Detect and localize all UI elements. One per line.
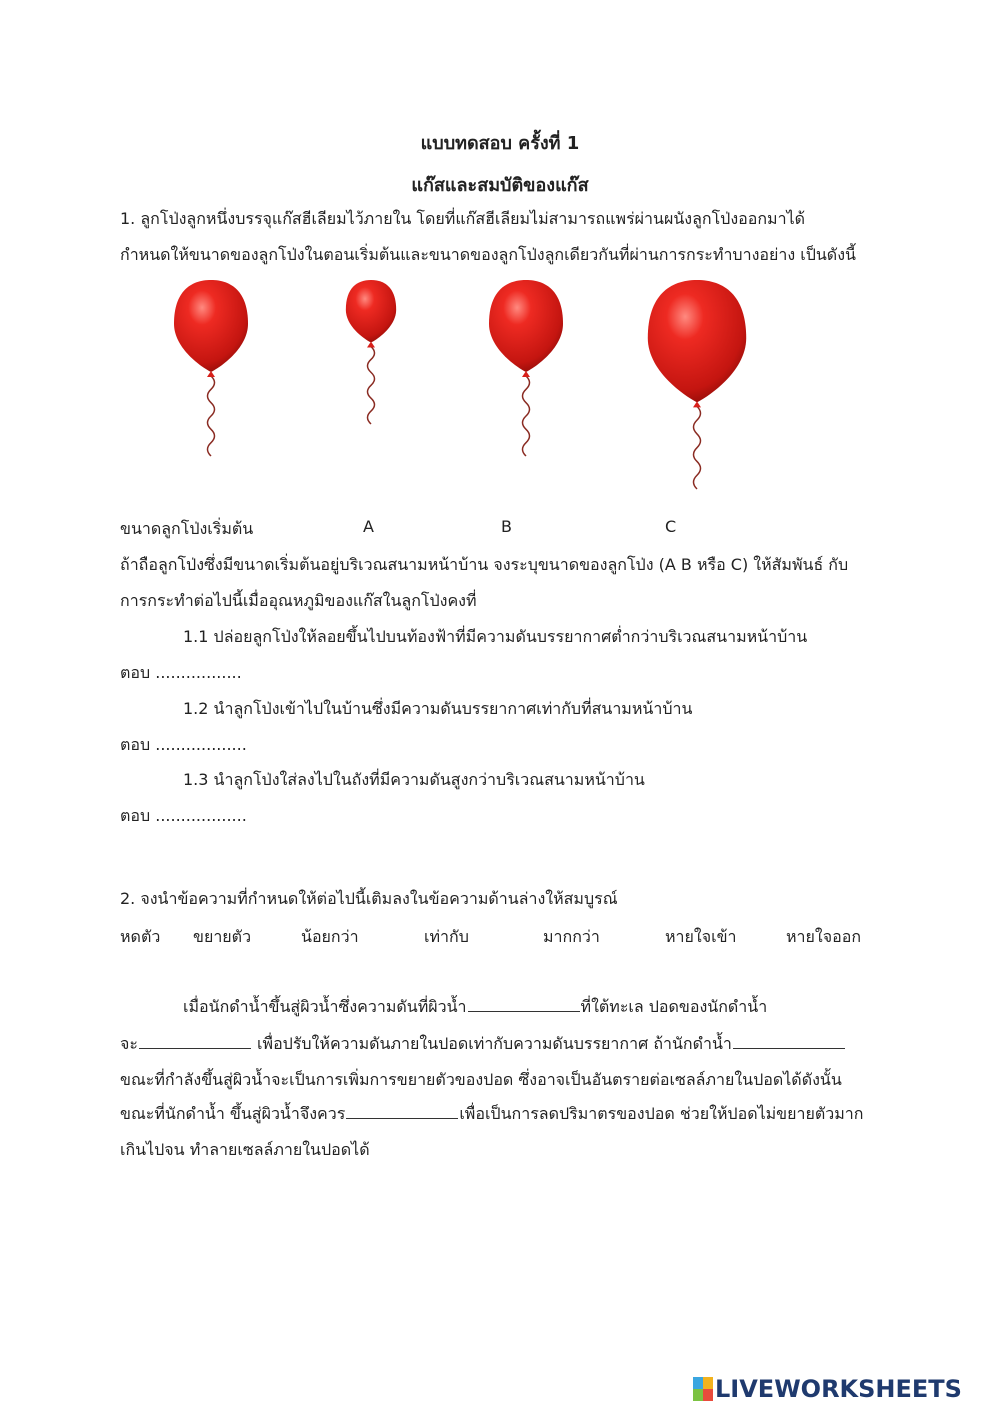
q1-prompt-2: การกระทำต่อไปนี้เมื่ออุณหภูมิของแก๊สในลูกโป่งคงที่ — [120, 591, 477, 610]
q1-answer-1[interactable]: ตอบ ................. — [120, 663, 242, 682]
balloon-knot — [693, 401, 701, 407]
q1-item-3: 1.3 นำลูกโป่งใส่ลงไปในถังที่มีความดันสูงกว่าบริเวณสนามหน้าบ้าน — [183, 770, 645, 789]
balloon-body — [174, 280, 248, 372]
word-option[interactable]: หดตัว — [120, 927, 161, 946]
balloons-illustration — [0, 0, 1000, 520]
word-option[interactable]: ขยายตัว — [193, 927, 252, 946]
fill-blank-4[interactable] — [346, 1102, 458, 1119]
logo-text: LIVEWORKSHEETS — [715, 1375, 962, 1403]
balloon-label-start: ขนาดลูกโป่งเริ่มต้น — [120, 519, 254, 538]
q1-item-2: 1.2 นำลูกโป่งเข้าไปในบ้านซึ่งมีความดันบรรยากาศเท่ากับที่สนามหน้าบ้าน — [183, 699, 693, 718]
q1-line-2: กำหนดให้ขนาดของลูกโป่งในตอนเริ่มต้นและขนาดของลูกโป่งลูกเดียวกันที่ผ่านการกระทำบางอย่าง เป็นดังนี้ — [120, 245, 856, 264]
q2-paragraph-line-1 — [183, 995, 767, 1020]
balloon-string — [368, 347, 375, 424]
q2-paragraph-line-2 — [120, 1032, 846, 1057]
fill-blank-3[interactable] — [733, 1032, 845, 1049]
balloon-label-c: C — [665, 517, 677, 536]
q2-text: เมื่อนักดำน้ำขึ้นสู่ผิวน้ำซึ่งความดันที่ผิวน้ำ — [183, 997, 467, 1016]
word-option[interactable]: เท่ากับ — [424, 927, 469, 946]
q1-answer-3[interactable]: ตอบ .................. — [120, 806, 247, 825]
balloon-body — [346, 280, 396, 343]
balloon-knot — [522, 371, 530, 377]
word-option[interactable]: หายใจเข้า — [665, 927, 737, 946]
q2-text: เพื่อเป็นการลดปริมาตรของปอด ช่วยให้ปอดไม่ขยายตัวมาก — [459, 1104, 864, 1123]
q2-heading: 2. จงนำข้อความที่กำหนดให้ต่อไปนี้เติมลงในข้อความด้านล่างให้สมบูรณ์ — [120, 889, 618, 908]
balloon-label-a: A — [363, 517, 374, 536]
word-option[interactable]: มากกว่า — [543, 927, 600, 946]
q2-paragraph-line-3: ขณะที่กำลังขึ้นสู่ผิวน้ำจะเป็นการเพิ่มการขยายตัวของปอด ซึ่งอาจเป็นอันตรายต่อเซลล์ภายในปอดได้ดังนั้น — [120, 1070, 842, 1089]
balloon-string — [208, 376, 215, 456]
q1-prompt-1: ถ้าถือลูกโป่งซึ่งมีขนาดเริ่มต้นอยู่บริเวณสนามหน้าบ้าน จงระบุขนาดของลูกโป่ง (A B หรือ C) ให้สัมพันธ์ กับ — [120, 555, 849, 574]
balloon-string — [523, 376, 530, 456]
q2-paragraph-line-4 — [120, 1102, 863, 1127]
fill-blank-2[interactable] — [139, 1032, 251, 1049]
balloon-body — [648, 280, 746, 402]
liveworksheets-logo — [693, 1373, 962, 1405]
word-option[interactable]: น้อยกว่า — [301, 927, 359, 946]
q1-answer-2[interactable]: ตอบ .................. — [120, 735, 247, 754]
logo-mark-icon — [693, 1377, 713, 1401]
balloon-a — [346, 280, 396, 424]
fill-blank-1[interactable] — [468, 995, 580, 1012]
q2-text: ที่ใต้ทะเล ปอดของนักดำน้ำ — [580, 997, 768, 1016]
q1-line-1: 1. ลูกโป่งลูกหนึ่งบรรจุแก๊สฮีเลียมไว้ภายใน โดยที่แก๊สฮีเลียมไม่สามารถแพร่ผ่านผนังลูกโป่งออกมาได้ — [120, 209, 806, 228]
balloon-knot — [367, 342, 375, 348]
page-subtitle: แก๊สและสมบัติของแก๊ส — [411, 175, 589, 196]
balloon-c — [648, 280, 746, 489]
q2-text: ขณะที่นักดำน้ำ ขึ้นสู่ผิวน้ำจึงควร — [120, 1104, 346, 1123]
q2-text: เพื่อปรับให้ความดันภายในปอดเท่ากับความดันบรรยากาศ ถ้านักดำน้ำ — [251, 1034, 732, 1053]
q2-paragraph-line-5: เกินไปจน ทำลายเซลล์ภายในปอดได้ — [120, 1140, 370, 1159]
balloon-b — [489, 280, 563, 456]
balloon-label-b: B — [501, 517, 512, 536]
word-option[interactable]: หายใจออก — [786, 927, 861, 946]
q2-text: จะ — [120, 1034, 138, 1053]
balloon-body — [489, 280, 563, 372]
balloon-string — [694, 406, 701, 489]
balloon-start — [174, 280, 248, 456]
balloon-knot — [207, 371, 215, 377]
page-title: แบบทดสอบ ครั้งที่ 1 — [420, 133, 580, 154]
q1-item-1: 1.1 ปล่อยลูกโป่งให้ลอยขึ้นไปบนท้องฟ้าที่มีความดันบรรยากาศต่ำกว่าบริเวณสนามหน้าบ้าน — [183, 627, 808, 646]
